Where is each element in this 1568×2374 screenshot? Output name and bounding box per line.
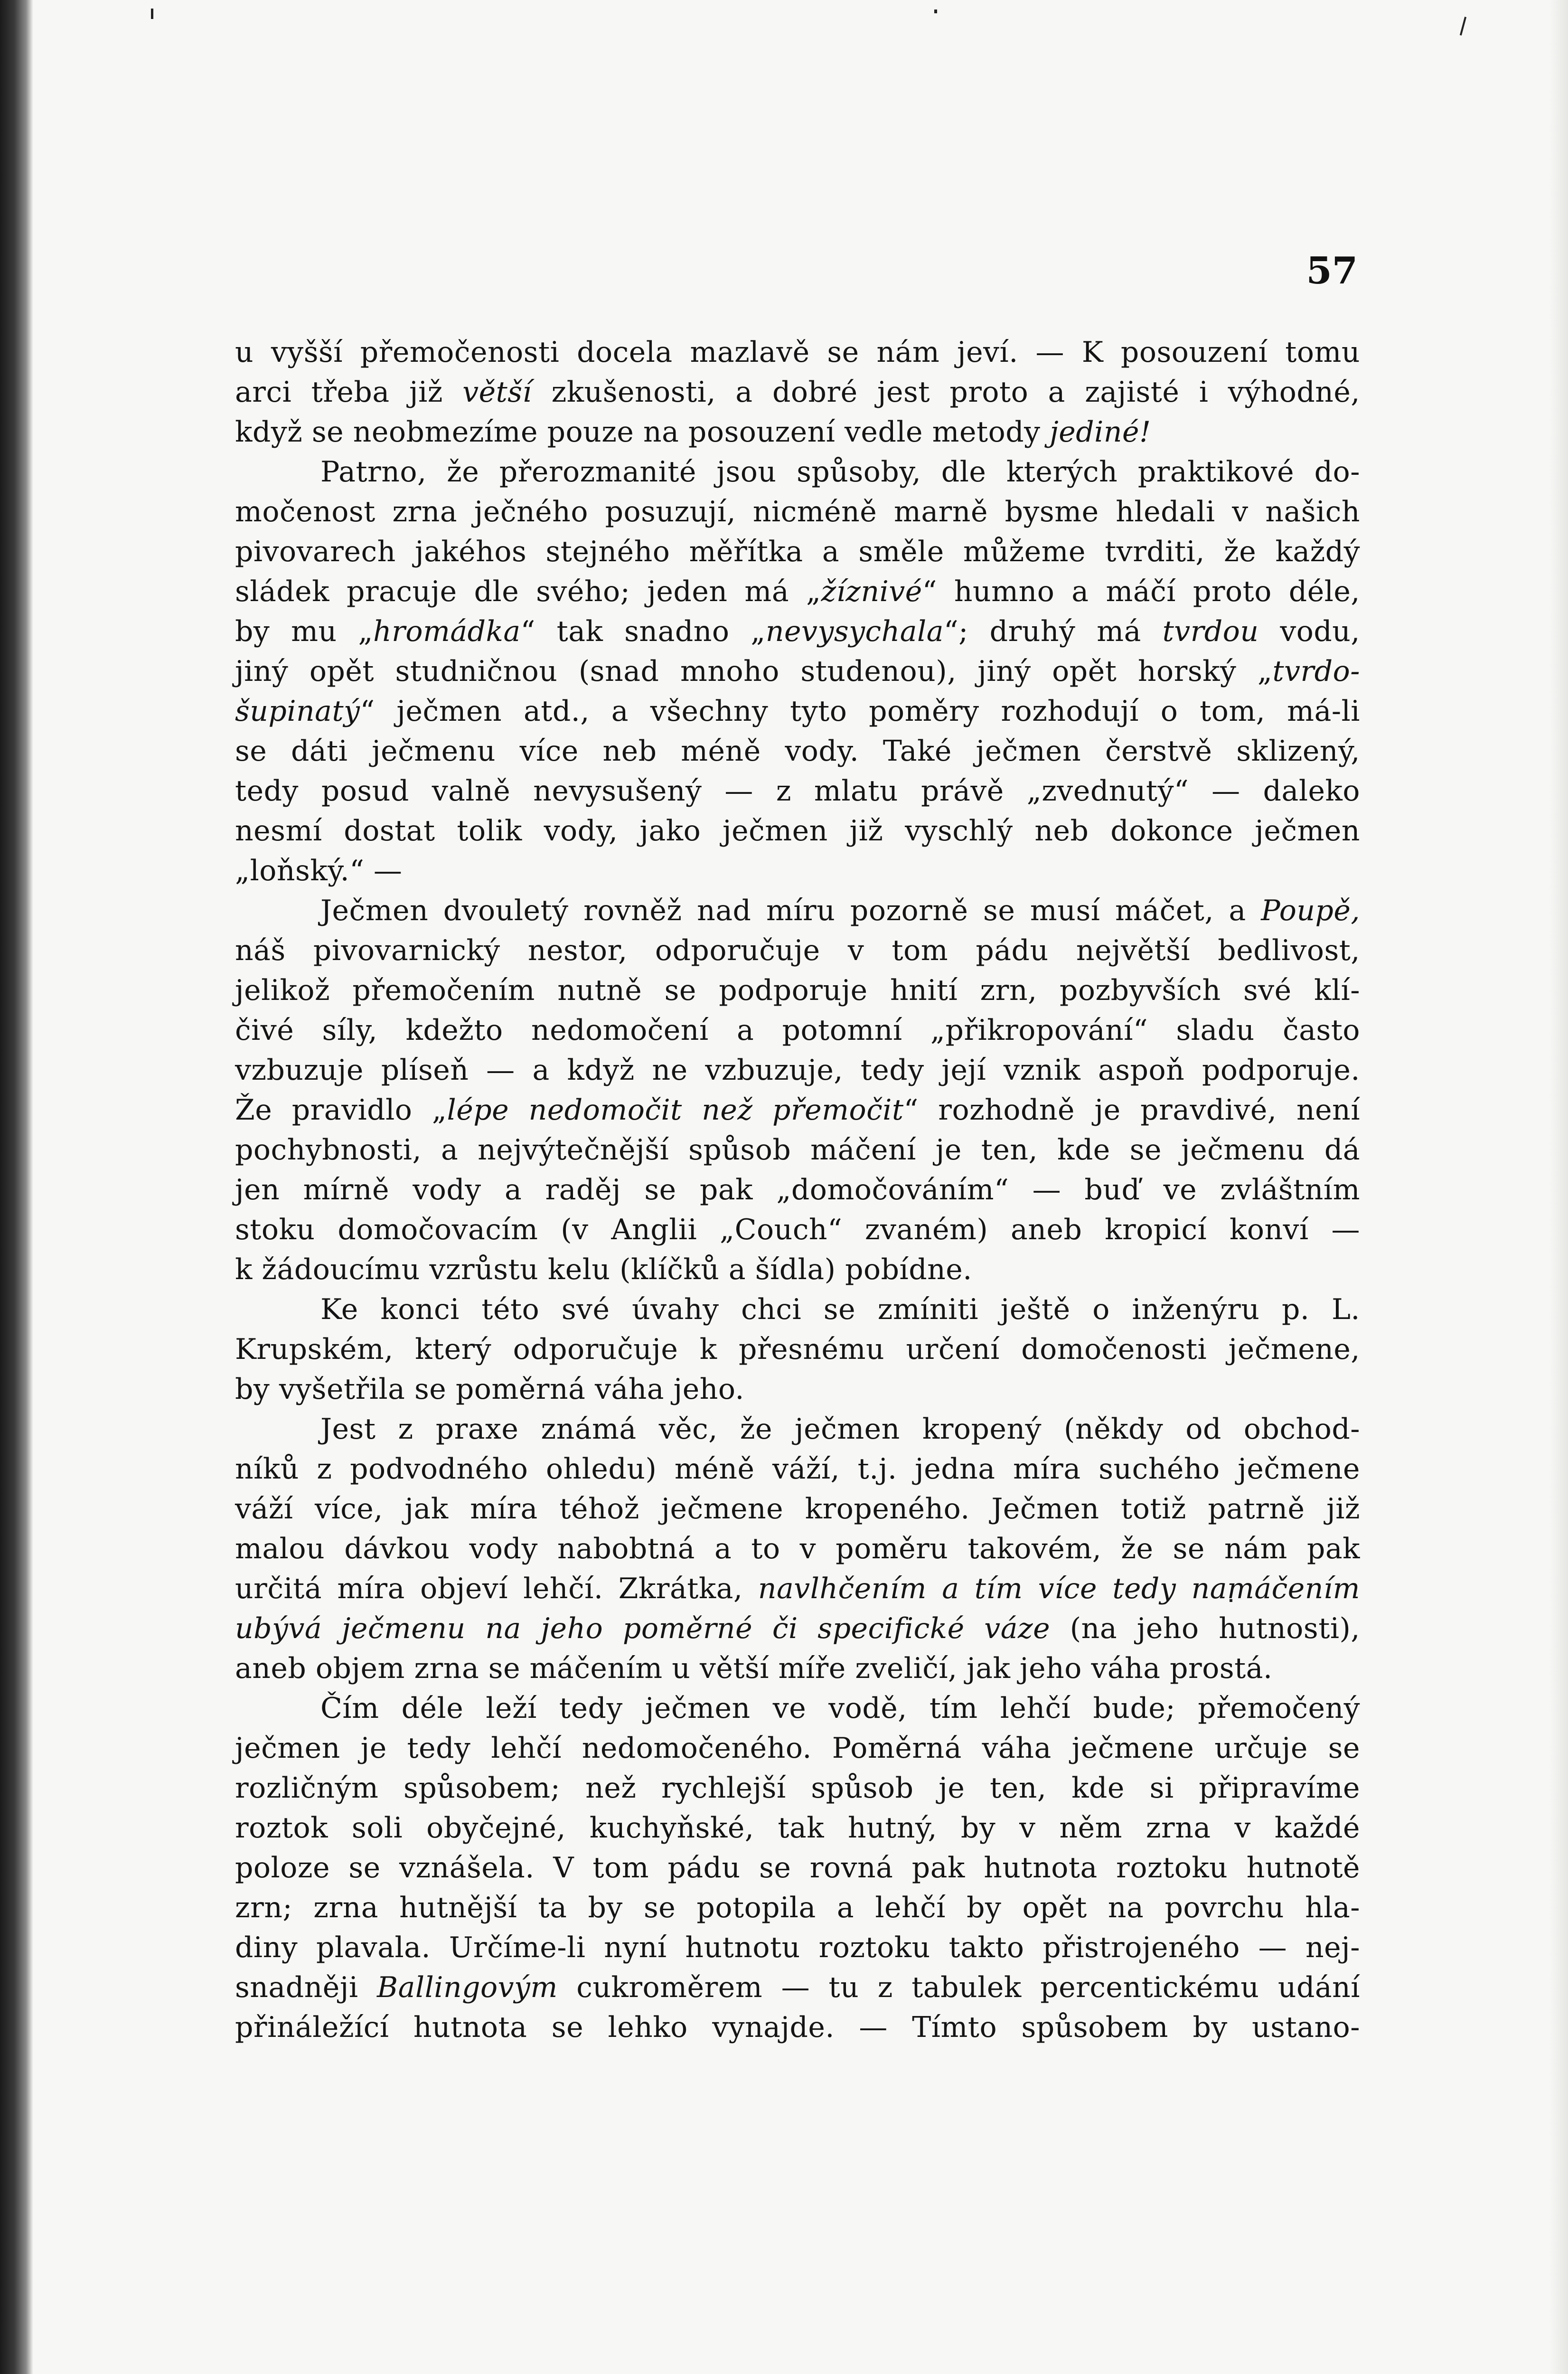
text-line bbox=[235, 572, 1360, 612]
text-run: diny plavala. Určíme-li nyní hutnotu roztoku takto přistrojeného — nej- bbox=[235, 1931, 1360, 1964]
text-run: Jest z praxe známá věc, že ječmen kropený (někdy od obchod- bbox=[320, 1413, 1360, 1446]
text-run: aneb objem zrna se máčením u větší míře zveličí, jak jeho váha prostá. bbox=[235, 1652, 1273, 1685]
text-line bbox=[235, 1649, 1360, 1688]
text-line bbox=[235, 970, 1360, 1010]
text-run: “ tak snadno „ bbox=[520, 615, 766, 648]
text-line bbox=[235, 1210, 1360, 1250]
text-line bbox=[235, 492, 1360, 532]
text-line bbox=[235, 1050, 1360, 1090]
text-run: čivé síly, kdežto nedomočení a potomní „přikropování“ sladu často bbox=[235, 1014, 1360, 1047]
page-edge bbox=[1549, 0, 1568, 2374]
italic-text: navlhčením a tím více tedy namáčením bbox=[758, 1572, 1360, 1605]
text-run: roztok soli obyčejné, kuchyňské, tak hutný, by v něm zrna v každé bbox=[235, 1811, 1360, 1845]
text-run: poloze se vznášela. V tom pádu se rovná pak hutnota roztoku hutnotě bbox=[235, 1851, 1360, 1884]
text-line bbox=[235, 731, 1360, 771]
text-line bbox=[235, 1529, 1360, 1569]
text-run: Patrno, že přerozmanité jsou spůsoby, dle kterých praktikové do- bbox=[320, 455, 1360, 489]
text-run: stoku domočovacím (v Anglii „Couch“ zvaném) aneb kropicí konví — bbox=[235, 1213, 1360, 1246]
text-line bbox=[235, 1569, 1360, 1609]
text-run: “ rozhodně je pravdivé, není bbox=[903, 1093, 1361, 1127]
italic-text: Ballingovým bbox=[377, 1971, 558, 2004]
text-line bbox=[235, 372, 1360, 412]
text-line bbox=[235, 1010, 1360, 1050]
text-line bbox=[235, 1928, 1360, 1968]
text-run: “ humno a máčí proto déle, bbox=[922, 575, 1360, 608]
text-run: ječmen je tedy lehčí nedomočeného. Poměrná váha ječmene určuje se bbox=[235, 1732, 1360, 1765]
text-run: níků z podvodného ohledu) méně váží, t.j. jedna míra suchého ječmene bbox=[235, 1452, 1360, 1486]
text-run: u vyšší přemočenosti docela mazlavě se nám jeví. — K posouzení tomu bbox=[235, 336, 1360, 369]
text-run: Čím déle leží tedy ječmen ve vodě, tím lehčí bude; přemočený bbox=[320, 1692, 1360, 1725]
text-run: váží více, jak míra téhož ječmene kropeného. Ječmen totiž patrně již bbox=[235, 1492, 1360, 1526]
text-run: se dáti ječmenu více neb méně vody. Také ječmen čerstvě sklizený, bbox=[235, 735, 1360, 768]
text-line bbox=[235, 691, 1360, 731]
text-run: by mu „ bbox=[235, 615, 373, 648]
italic-text: hromádka bbox=[373, 615, 521, 648]
text-run: Ke konci této své úvahy chci se zmíniti ještě o inženýru p. L. bbox=[320, 1293, 1360, 1326]
text-line bbox=[235, 651, 1360, 691]
text-line bbox=[235, 1090, 1360, 1130]
text-line bbox=[235, 1848, 1360, 1888]
text-run: jiný opět studničnou (snad mnoho studenou), jiný opět horský „ bbox=[235, 655, 1273, 688]
text-run: rozličným spůsobem; než rychlejší spůsob je ten, kde si připravíme bbox=[235, 1771, 1360, 1805]
text-line bbox=[235, 811, 1360, 851]
text-line bbox=[235, 532, 1360, 572]
text-line bbox=[235, 1768, 1360, 1808]
text-run: by vyšetřila se poměrná váha jeho. bbox=[235, 1373, 745, 1406]
text-line bbox=[235, 332, 1360, 372]
text-run: určitá míra objeví lehčí. Zkrátka, bbox=[235, 1572, 758, 1605]
text-run: Že pravidlo „ bbox=[235, 1093, 447, 1127]
italic-text: nevysychala bbox=[765, 615, 944, 648]
text-run: cukroměrem — tu z tabulek percentickému udání bbox=[557, 1971, 1360, 2004]
page-number: 57 bbox=[1306, 249, 1358, 292]
text-line bbox=[235, 771, 1360, 811]
text-run: pivovarech jakéhos stejného měřítka a směle můžeme tvrditi, že každý bbox=[235, 535, 1360, 568]
text-run: Ječmen dvouletý rovněž nad míru pozorně se musí máčet, a bbox=[320, 894, 1261, 927]
text-line bbox=[235, 1609, 1360, 1649]
text-line bbox=[235, 412, 1360, 452]
italic-text: větší bbox=[462, 376, 532, 409]
text-run: „loňský.“ — bbox=[235, 854, 403, 887]
text-line bbox=[235, 1728, 1360, 1768]
text-run: když se neobmezíme pouze na posouzení vedle metody bbox=[235, 415, 1050, 449]
text-run: zkušenosti, a dobré jest proto a zajisté i výhodné, bbox=[532, 376, 1360, 409]
text-line bbox=[235, 1290, 1360, 1329]
text-run: Krupském, který odporučuje k přesnému určení domočenosti ječmene, bbox=[235, 1333, 1360, 1366]
text-run: “; druhý má bbox=[944, 615, 1163, 648]
text-run: snadněji bbox=[235, 1971, 377, 2004]
text-run: nesmí dostat tolik vody, jako ječmen již vyschlý neb dokonce ječmen bbox=[235, 814, 1360, 848]
text-run: k žádoucímu vzrůstu kelu (klíčků a šídla) pobídne. bbox=[235, 1253, 972, 1286]
text-line bbox=[235, 1250, 1360, 1290]
text-line bbox=[235, 1688, 1360, 1728]
text-line bbox=[235, 931, 1360, 970]
text-line bbox=[235, 1489, 1360, 1529]
text-line bbox=[235, 891, 1360, 931]
scan-speck bbox=[151, 9, 153, 19]
text-run: pochybnosti, a nejvýtečnější spůsob máčení je ten, kde se ječmenu dá bbox=[235, 1133, 1360, 1167]
text-run: močenost zrna ječného posuzují, nicméně marně bysme hledali v našich bbox=[235, 495, 1360, 528]
text-run: arci třeba již bbox=[235, 376, 463, 409]
italic-text: jediné! bbox=[1050, 415, 1151, 449]
italic-text: šupinatý bbox=[235, 695, 360, 728]
text-line bbox=[235, 1409, 1360, 1449]
scan-speck bbox=[1460, 17, 1466, 36]
text-run: tedy posud valně nevysušený — z mlatu právě „zvednutý“ — daleko bbox=[235, 774, 1360, 808]
italic-text: lépe nedomočit než přemočit bbox=[447, 1093, 904, 1127]
text-line bbox=[235, 1888, 1360, 1928]
text-line bbox=[235, 1329, 1360, 1369]
text-line bbox=[235, 1369, 1360, 1409]
text-line bbox=[235, 2007, 1360, 2047]
text-line bbox=[235, 612, 1360, 651]
text-run: zrn; zrna hutnější ta by se potopila a lehčí by opět na povrchu hla- bbox=[235, 1891, 1360, 1924]
body-text bbox=[235, 332, 1360, 2047]
text-run: vzbuzuje plíseň — a když ne vzbuzuje, tedy její vznik aspoň podporuje. bbox=[235, 1054, 1360, 1087]
text-run: náš pivovarnický nestor, odporučuje v tom pádu největší bedlivost, bbox=[235, 934, 1360, 967]
text-line bbox=[235, 1968, 1360, 2007]
italic-text: tvrdou bbox=[1162, 615, 1259, 648]
text-run: “ ječmen atd., a všechny tyto poměry rozhodují o tom, má-li bbox=[360, 695, 1360, 728]
text-line bbox=[235, 1449, 1360, 1489]
text-line bbox=[235, 1130, 1360, 1170]
text-line bbox=[235, 1808, 1360, 1848]
text-run: vodu, bbox=[1258, 615, 1360, 648]
scan-speck bbox=[934, 9, 937, 13]
text-run: jen mírně vody a raděj se pak „domočováním“ — buď ve zvláštním bbox=[235, 1173, 1360, 1206]
text-line bbox=[235, 1170, 1360, 1210]
text-run: malou dávkou vody nabobtná a to v poměru takovém, že se nám pak bbox=[235, 1532, 1360, 1565]
text-run: sládek pracuje dle svého; jeden má „ bbox=[235, 575, 821, 608]
text-run: (na jeho hutnosti), bbox=[1050, 1612, 1361, 1645]
text-run: jelikož přemočením nutně se podporuje hnití zrn, pozbyvších své klí- bbox=[235, 974, 1360, 1007]
text-run: přináležící hutnota se lehko vynajde. — Tímto spůsobem by ustano- bbox=[235, 2011, 1360, 2044]
binding-shadow bbox=[0, 0, 33, 2374]
text-line bbox=[235, 452, 1360, 492]
italic-text: ubývá ječmenu na jeho poměrné či specifické váze bbox=[235, 1612, 1051, 1645]
italic-text: tvrdo- bbox=[1272, 655, 1360, 688]
italic-text: žíznivé bbox=[821, 575, 922, 608]
italic-text: Poupě, bbox=[1261, 894, 1360, 927]
text-line bbox=[235, 851, 1360, 891]
